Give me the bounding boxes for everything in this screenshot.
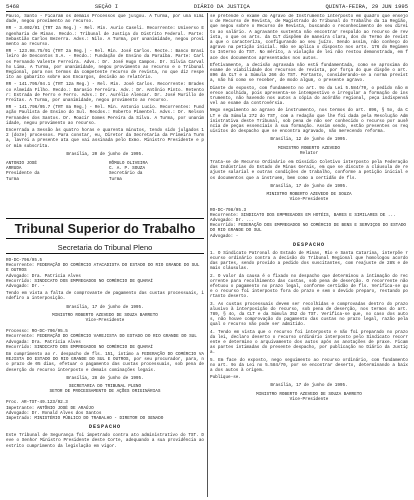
process-date: Brasília, 28 de junho de 1995.: [66, 375, 144, 381]
signer-role: Presidente da Turma: [6, 171, 40, 182]
paragraph: 3. As custas processuais devem ser recolhidas e comprovadas dentro do prazo alusivo à interposição do recurso, sob pena de deserção, nos termos do art. 789, § 4o, da CLT e da Súmula 352 do TST. Verifica-se que, no caso dos autos, não houve comprovação do pagamento das custas no prazo legal, razão pela qual o recurso não pode ser admitido.: [210, 301, 408, 328]
paragraph: RR - 123.98.75/91 (TRT 2a Reg.) - Rel. Min. José Carlos. Recte.: Banco Brasileiro de Descontos S.A. - Recdo.: Fundação de Ensino da Paraíba. Parte: Carlos Fernando Valente Ferreira. Advs.: Dr. José Hugo Campos. Dr. Silvia Carvalho Lima. A Turma, por unanimidade, negou provimento ao recurso e o Tribunal Regional, para nos termos da competente recurso de revista, no que diz respeito ao gabarito sobre aos Encargos, decisão ao relatório.: [6, 49, 204, 81]
journal-name: DIÁRIO DA JUSTIÇA: [193, 3, 250, 10]
paragraph: Encerrada a Sessão às quatro horas e quarenta minutos, tendo sido julgados 12 (doze) processos. Para constar, eu, Diretor da Secretaria da Primeira Turma, lavrei a presente ata que vai assinada pelo Exmo. Ministro Presidente e por mim subscrita.: [6, 128, 204, 149]
session-date: Brasília, 20 de junho de 1995.: [66, 151, 144, 157]
signer-name: MINISTRO ROBERTO AZEVEDO DE SOUZA BARRETO: [256, 391, 362, 397]
signer-name: RÔMULO OLIVEIRA C. A. P. SOUZA: [108, 161, 148, 172]
header-rule: [6, 11, 408, 12]
signature-row: [6, 161, 204, 182]
signer-role: SETOR DE PROCESSAMENTO DE AÇÕES ORIGINÁRIAS: [49, 389, 161, 395]
paragraph: 2. O valor da causa é o fixado no despacho que determinou a intimação do recorrente para recolhimento das custas, sob pena de deserção. O recorrente não efetuou o pagamento no prazo legal, conforme certidão de fls. Verifica-se que o recurso foi interposto fora do prazo e sem o devido preparo, restando portanto deserto.: [210, 273, 408, 300]
process-header: [6, 400, 204, 421]
column-divider: [207, 13, 208, 497]
process-line: Advogado: Dra. Patrícia Alves: [6, 273, 81, 279]
process-header: [6, 329, 204, 350]
signer-name: SECRETARIA DO TRIBUNAL PLENO: [68, 384, 142, 390]
left-column-bottom: [6, 256, 204, 496]
process-line: Advogado: Dr. Ronald Alves dos Santos: [6, 410, 102, 416]
paragraph: Publique-se.: [210, 375, 241, 381]
decision-date: Brasília, 12 de junho de 1995.: [270, 137, 348, 143]
process-date: Brasília, 17 de junho de 1995.: [66, 304, 144, 310]
paragraph: Em cumprimento ao r. despacho de fls. 151, intimo a FEDERAÇÃO DO COMÉRCIO VAREJISTA DO ESTADO DO RIO GRANDE DO SUL E OUTROS, por seu procurador, para, no prazo de 05 dias, efetuar o pagamento das custas processuais, sob pena de deserção do recurso interposto e demais cominações legais.: [6, 352, 204, 373]
signer-name: MINISTRO ROBERTO AZEVEDO: [278, 145, 340, 151]
paragraph: Efetivamente, a decisão agravada não está fundamentada, como se aproxima do exame de viabilidade dos recursos de revista, por força do que dispõe o art. 896 da CLT e a Súmula 266 do TST. Portanto, considerando-se a norma prevista, não há como se receber, de modo algum, o presente agravo.: [210, 62, 408, 84]
signature-block: [109, 161, 204, 182]
signer-role: Vice-Presidente: [289, 197, 329, 203]
process-line: Advogado: -: [210, 233, 239, 239]
paragraph: se pretende o exame do Agravo de Instrumento interposto em quadro que ensejou de Recurso de Revista, de Magistrado do Tribunal do Trabalho da 1a Região, que negou sobre o Recurso de Revista, buscando o reconhecimento de seu direito ao salário. A agravante sustenta não encontrar respaldo ao recurso de revista, o que os arts. da CLT dispõem de maneira clara, dos do Termo de revista que o caracteriza, configurando ao seu juízo. Sendo assim, não conheço do agravo na petição inicial. Não se aplica o disposto nos arts. 176 do Regimento Interno do TST. No mérito, a violação de lei não restou demonstrada, em face dos documentos apresentados nos autos.: [210, 14, 408, 61]
paragraph: RR - 141.796/95.7 (TRT 8a Reg.) - Rel. Min. Antonio Lucio. Recorrentes: Fundação Paulista de Ensino do Sul. Recdos.: Roberto Pimentel. Advs.: Dr. Nelson Fernandes dos Santos. Dr. Moacir Gomes Pereira da Silva. A Turma, por unanimidade, negou provimento ao recurso.: [6, 105, 204, 126]
despacho-heading: DESPACHO: [292, 241, 325, 248]
section-label: SEÇÃO I: [94, 3, 118, 10]
decision-date: Brasília, 17 de junho de 1995.: [270, 183, 348, 189]
process-line: Impetrante: ANTÔNIO JOSÉ DE ARAÚJO: [6, 405, 94, 411]
decision-date: Brasília, 17 de junho de 1995.: [270, 383, 348, 389]
process-line: Recorrido: FEDERAÇÃO DOS EMPREGADOS NO COMÉRCIO DE BENS E SERVIÇOS DO ESTADO DO RIO GRANDE DO SUL: [210, 223, 406, 234]
paragraph: Nego seguimento ao agravo de instrumento, nos termos do art. 896, § 5o, da CLT e da Súmula 272 do TST, com a redação que lhe foi dada pela Resolução Administrativa deste Tribunal, sob pena de não ser conhecido o recurso por ausência de peças essenciais à sua formação. Assim sendo, estão presentes os requisitos do despacho que se encontra agravado, não merecendo reforma.: [210, 108, 408, 135]
signer-role: Secretário da Turma: [108, 171, 143, 182]
process-line: RO-DC-798/95.3: [210, 207, 247, 213]
paragraph: 4. Tendo em vista que o recurso foi interposto e não foi preparado no prazo da lei, declaro deserto o recurso ordinário interposto pelo Sindicato recorrente e determino o arquivamento dos autos após as anotações de praxe. Ficam as partes intimadas do presente despacho, por publicação no Diário da Justiça.: [210, 329, 408, 356]
signer-role: Vice-Presidente: [85, 318, 125, 324]
process-line: Proc. AR-TST-49.123/92.3: [6, 400, 68, 406]
signer-role: Vice-Presidente: [289, 396, 329, 402]
process-header: [210, 208, 408, 239]
process-line: Impetrado: MINISTÉRIO PÚBLICO DO TRABALHO - DIRETOR DO SENADO: [6, 416, 164, 422]
process-line: Processo: RO-DC-796/95.5: [6, 329, 68, 335]
process-line: Advogada: Dra. Patrícia Alves: [6, 339, 81, 345]
secretaria-title: Secretaria do Tribunal Pleno: [6, 242, 204, 254]
process-line: RO-DC-796/95.5: [6, 258, 43, 263]
process-line: Recorrente: FEDERAÇÃO DO COMÉRCIO VAREJISTA DO ESTADO DO RIO GRANDE DO SUL: [6, 334, 197, 340]
signer-name: MINISTRO ROBERTO AZEVEDO DE SOUZA: [266, 192, 352, 198]
process-header: [6, 258, 204, 289]
process-line: Advogado: Dr. -: [6, 284, 45, 290]
signer-name: MINISTRO ROBERTO AZEVEDO DE SOUZA BARRETO: [52, 312, 158, 318]
signer-name: ANTONIO JOSÉ ARRUDA: [6, 161, 37, 172]
issue-date: QUINTA-FEIRA, 29 JUN 1995: [325, 3, 408, 10]
process-line: Recorrido: SINDICATO DOS EMPREGADOS NO COMÉRCIO DE QUARAÍ: [6, 278, 153, 284]
paragraph: Trata-se de Recurso Ordinário em Dissídio Coletivo interposto pela Federação das Indústrias do Estado de Minas Gerais, em que se discute a cláusula de reajuste salarial e outras condições de trabalho, conforme a petição inicial e os documentos que a instruem, bem como a certidão de fls.: [210, 160, 408, 181]
process-line: Recorrido: SINDICATO DOS EMPREGADOS NO COMÉRCIO DE QUARAÍ: [6, 344, 153, 350]
signer-role: Relator: [299, 150, 319, 156]
process-line: Recorrente: FEDERAÇÃO DO COMÉRCIO ATACADISTA DO ESTADO DO RIO GRANDE DO SUL E OUTROS: [6, 263, 200, 274]
tribunal-title: Tribunal Superior do Trabalho: [6, 218, 204, 239]
paragraph: RR - 141.795/94.1 (TRT 12a Reg.) - Rel. Min. José Carlos. Recorrente: Bradesco Almeida Filho. Recdo.: Barasio Ferreira. Adv.: Dr. Antônio Pinto. Retentor: Estrada de Ferro e Ferro. Advs.: Dr. Aurélio Alencar. Dr. José Murillo de Freitas. A Turma, por unanimidade, negou provimento ao recurso.: [6, 82, 204, 104]
page-number: 5468: [6, 3, 20, 10]
left-column-top: [6, 14, 204, 216]
page-header: [6, 2, 408, 11]
paragraph: 5. Em face do exposto, nego seguimento ao recurso ordinário, com fundamento no art. 9o da Lei no 5.584/70, por se encontrar deserto, determinando a baixa dos autos à origem.: [210, 357, 408, 373]
signature-block: [6, 161, 101, 182]
despacho-heading: DESPACHO: [88, 424, 121, 431]
right-column: [210, 14, 408, 496]
paragraph: Tendo em vista a falta de comprovante de pagamento das custas processuais, indefiro a interposição.: [6, 291, 204, 302]
process-line: Advogado: Dr. ...: [210, 217, 254, 223]
process-line: Recorrente: SINDICATO DOS EMPREGADOS EM HOTÉIS, BARES E SIMILARES DE ...: [210, 212, 396, 218]
paragraph: Paulo, Santo - Ficaram os demais Processos que julgou. A Turma, por una nimidade, negou provimento ao recurso.: [6, 14, 204, 25]
paragraph: 1. O Sindicato Patronal do Estado de Minas, Rio e Santa Catarina, interpõe recurso ordinário contra a decisão do Tribunal Regional que homologou acordo das partes, sendo provido a pedido dos suscitantes, com reajuste de 28% e demais cláusulas.: [210, 250, 408, 272]
paragraph: RR - 3.002/91 (TRT 2a Reg.) - Rel. Min. Aurio Caseli. Recorrente: Universo Engenharia de Minas. Recdo.: Tribunal de Justiça do Distrito Federal. Parte: Sebastião Carlos Bezerra. Advs.: Nilo. A Turma, por unanimidade, negou provimento ao recurso.: [6, 26, 204, 48]
paragraph: Este Tribunal de Segurança foi impetrado contra ato administrativo do TST. Deve o Senhor Ministro Presidente deste Corte, adequando a sua providência ao estrito cumprimento da legislação em vigor.: [6, 433, 204, 449]
paragraph: Diante do exposto, com fundamento no art. 9o da Lei 5.584/70, o pedido não merece acolhida, pois apresenta-se intempestivo e irregular a formação do instrumento, não havendo nos autos a cópia do acórdão regional, peça indispensável ao exame da controvérsia.: [210, 85, 408, 107]
